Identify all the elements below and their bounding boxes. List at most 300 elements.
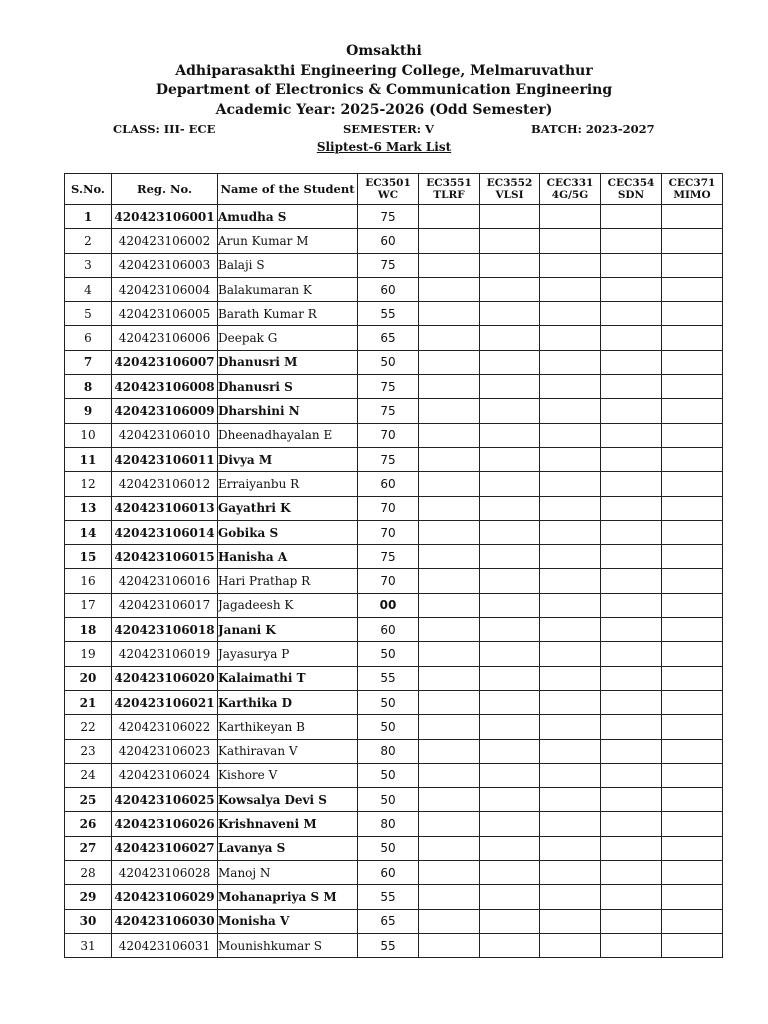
mark-sdn-cell	[601, 326, 662, 350]
student-name-cell: Dhanusri S	[218, 375, 358, 399]
student-name-cell: Gayathri K	[218, 496, 358, 520]
student-name-cell: Hari Prathap R	[218, 569, 358, 593]
table-row	[65, 229, 723, 253]
student-name-cell: Arun Kumar M	[218, 229, 358, 253]
sno-cell: 24	[65, 763, 112, 787]
mark-sdn-cell	[601, 909, 662, 933]
table-row	[65, 399, 723, 423]
student-name-cell: Lavanya S	[218, 836, 358, 860]
mark-tlrf-cell	[419, 715, 480, 739]
mark-vlsi-cell	[480, 520, 540, 544]
mark-wc-cell: 70	[358, 423, 419, 447]
mark-mimo-cell	[662, 666, 723, 690]
mark-tlrf-cell	[419, 836, 480, 860]
table-row	[65, 277, 723, 301]
sno-cell: 21	[65, 690, 112, 714]
mark-vlsi-cell	[480, 642, 540, 666]
reg-no-cell: 420423106018	[112, 618, 218, 642]
student-name-cell: Manoj N	[218, 861, 358, 885]
reg-no-cell: 420423106031	[112, 933, 218, 957]
mark-wc-cell: 50	[358, 690, 419, 714]
mark-mimo-cell	[662, 472, 723, 496]
sno-cell: 20	[65, 666, 112, 690]
mark-4g5g-cell	[540, 229, 601, 253]
mark-tlrf-cell	[419, 375, 480, 399]
mark-mimo-cell	[662, 861, 723, 885]
mark-list-title: Sliptest-6 Mark List	[316, 140, 452, 154]
mark-wc-cell: 50	[358, 715, 419, 739]
academic-year: Academic Year: 2025-2026 (Odd Semester)	[215, 101, 553, 118]
mark-vlsi-cell	[480, 350, 540, 374]
mark-4g5g-cell	[540, 666, 601, 690]
mark-vlsi-cell	[480, 447, 540, 471]
mark-wc-cell: 70	[358, 496, 419, 520]
mark-vlsi-cell	[480, 472, 540, 496]
sno-cell: 12	[65, 472, 112, 496]
mark-vlsi-cell	[480, 545, 540, 569]
mark-mimo-cell	[662, 933, 723, 957]
mark-4g5g-cell	[540, 302, 601, 326]
mark-4g5g-cell	[540, 326, 601, 350]
mark-wc-cell: 80	[358, 812, 419, 836]
student-name-cell: Barath Kumar R	[218, 302, 358, 326]
sno-cell: 1	[65, 205, 112, 229]
mark-sdn-cell	[601, 593, 662, 617]
mark-wc-cell: 00	[358, 593, 419, 617]
mark-sdn-cell	[601, 520, 662, 544]
mark-vlsi-cell	[480, 836, 540, 860]
student-name-cell: Karthika D	[218, 690, 358, 714]
mark-4g5g-cell	[540, 812, 601, 836]
table-row	[65, 423, 723, 447]
sno-cell: 6	[65, 326, 112, 350]
subject-header-mimo: CEC371 MIMO	[662, 174, 723, 205]
mark-4g5g-cell	[540, 253, 601, 277]
mark-sdn-cell	[601, 375, 662, 399]
mark-4g5g-cell	[540, 788, 601, 812]
mark-tlrf-cell	[419, 423, 480, 447]
mark-list-table	[64, 173, 723, 958]
student-name-cell: Janani K	[218, 618, 358, 642]
student-name-cell: Balaji S	[218, 253, 358, 277]
reg-no-cell: 420423106030	[112, 909, 218, 933]
mark-vlsi-cell	[480, 253, 540, 277]
reg-no-cell: 420423106010	[112, 423, 218, 447]
mark-wc-cell: 75	[358, 447, 419, 471]
mark-sdn-cell	[601, 836, 662, 860]
mark-wc-cell: 65	[358, 326, 419, 350]
table-row	[65, 666, 723, 690]
mark-4g5g-cell	[540, 642, 601, 666]
mark-sdn-cell	[601, 229, 662, 253]
student-name-cell: Hanisha A	[218, 545, 358, 569]
mark-sdn-cell	[601, 423, 662, 447]
header-line-omsakthi: Omsakthi	[346, 43, 422, 59]
table-header-row	[65, 174, 723, 205]
mark-sdn-cell	[601, 666, 662, 690]
student-name-cell: Gobika S	[218, 520, 358, 544]
mark-4g5g-cell	[540, 861, 601, 885]
mark-tlrf-cell	[419, 520, 480, 544]
sno-cell: 19	[65, 642, 112, 666]
mark-tlrf-cell	[419, 788, 480, 812]
mark-tlrf-cell	[419, 302, 480, 326]
reg-no-cell: 420423106021	[112, 690, 218, 714]
sno-cell: 27	[65, 836, 112, 860]
mark-wc-cell: 60	[358, 861, 419, 885]
mark-4g5g-cell	[540, 350, 601, 374]
mark-4g5g-cell	[540, 909, 601, 933]
mark-tlrf-cell	[419, 861, 480, 885]
student-name-cell: Jayasurya P	[218, 642, 358, 666]
mark-mimo-cell	[662, 836, 723, 860]
student-name-cell: Karthikeyan B	[218, 715, 358, 739]
mark-4g5g-cell	[540, 836, 601, 860]
sno-cell: 11	[65, 447, 112, 471]
mark-4g5g-cell	[540, 618, 601, 642]
mark-sdn-cell	[601, 715, 662, 739]
mark-wc-cell: 50	[358, 350, 419, 374]
reg-no-header: Reg. No.	[112, 174, 218, 205]
student-name-cell: Kishore V	[218, 763, 358, 787]
mark-4g5g-cell	[540, 690, 601, 714]
mark-vlsi-cell	[480, 423, 540, 447]
subject-header-vlsi: EC3552 VLSI	[480, 174, 540, 205]
mark-wc-cell: 75	[358, 545, 419, 569]
reg-no-cell: 420423106029	[112, 885, 218, 909]
mark-4g5g-cell	[540, 447, 601, 471]
student-name-cell: Dhanusri M	[218, 350, 358, 374]
mark-sdn-cell	[601, 496, 662, 520]
reg-no-cell: 420423106028	[112, 861, 218, 885]
mark-mimo-cell	[662, 788, 723, 812]
mark-vlsi-cell	[480, 812, 540, 836]
mark-tlrf-cell	[419, 545, 480, 569]
student-name-cell: Mounishkumar S	[218, 933, 358, 957]
reg-no-cell: 420423106024	[112, 763, 218, 787]
mark-4g5g-cell	[540, 375, 601, 399]
sno-cell: 18	[65, 618, 112, 642]
reg-no-cell: 420423106009	[112, 399, 218, 423]
sno-cell: 22	[65, 715, 112, 739]
mark-vlsi-cell	[480, 861, 540, 885]
mark-vlsi-cell	[480, 593, 540, 617]
mark-4g5g-cell	[540, 205, 601, 229]
mark-mimo-cell	[662, 496, 723, 520]
mark-tlrf-cell	[419, 326, 480, 350]
mark-sdn-cell	[601, 642, 662, 666]
mark-4g5g-cell	[540, 739, 601, 763]
table-row	[65, 593, 723, 617]
mark-wc-cell: 75	[358, 253, 419, 277]
mark-wc-cell: 50	[358, 836, 419, 860]
mark-mimo-cell	[662, 326, 723, 350]
mark-mimo-cell	[662, 909, 723, 933]
mark-4g5g-cell	[540, 763, 601, 787]
sno-cell: 10	[65, 423, 112, 447]
mark-mimo-cell	[662, 593, 723, 617]
mark-mimo-cell	[662, 715, 723, 739]
reg-no-cell: 420423106022	[112, 715, 218, 739]
mark-wc-cell: 75	[358, 375, 419, 399]
mark-mimo-cell	[662, 447, 723, 471]
mark-wc-cell: 60	[358, 618, 419, 642]
mark-tlrf-cell	[419, 399, 480, 423]
reg-no-cell: 420423106017	[112, 593, 218, 617]
student-name-cell: Dheenadhayalan E	[218, 423, 358, 447]
reg-no-cell: 420423106008	[112, 375, 218, 399]
mark-mimo-cell	[662, 618, 723, 642]
mark-wc-cell: 55	[358, 933, 419, 957]
table-row	[65, 253, 723, 277]
mark-vlsi-cell	[480, 205, 540, 229]
mark-vlsi-cell	[480, 277, 540, 301]
subject-header-wc: EC3501 WC	[358, 174, 419, 205]
mark-sdn-cell	[601, 472, 662, 496]
reg-no-cell: 420423106023	[112, 739, 218, 763]
mark-tlrf-cell	[419, 350, 480, 374]
mark-4g5g-cell	[540, 496, 601, 520]
class-label: CLASS: III- ECE	[113, 122, 216, 136]
mark-tlrf-cell	[419, 229, 480, 253]
reg-no-cell: 420423106001	[112, 205, 218, 229]
mark-tlrf-cell	[419, 690, 480, 714]
mark-mimo-cell	[662, 205, 723, 229]
mark-sdn-cell	[601, 302, 662, 326]
subject-header-4g5g: CEC331 4G/5G	[540, 174, 601, 205]
table-row	[65, 496, 723, 520]
table-row	[65, 472, 723, 496]
mark-wc-cell: 75	[358, 399, 419, 423]
table-row	[65, 205, 723, 229]
semester-label: SEMESTER: V	[343, 122, 434, 136]
mark-sdn-cell	[601, 205, 662, 229]
mark-mimo-cell	[662, 812, 723, 836]
student-name-cell: Jagadeesh K	[218, 593, 358, 617]
mark-wc-cell: 50	[358, 642, 419, 666]
mark-sdn-cell	[601, 277, 662, 301]
sno-cell: 31	[65, 933, 112, 957]
mark-sdn-cell	[601, 812, 662, 836]
table-row	[65, 326, 723, 350]
batch-label: BATCH: 2023-2027	[531, 122, 655, 136]
table-row	[65, 618, 723, 642]
mark-vlsi-cell	[480, 788, 540, 812]
mark-wc-cell: 50	[358, 763, 419, 787]
mark-vlsi-cell	[480, 715, 540, 739]
table-row	[65, 909, 723, 933]
mark-sdn-cell	[601, 739, 662, 763]
sno-cell: 23	[65, 739, 112, 763]
mark-wc-cell: 65	[358, 909, 419, 933]
mark-vlsi-cell	[480, 569, 540, 593]
student-name-cell: Kowsalya Devi S	[218, 788, 358, 812]
mark-sdn-cell	[601, 885, 662, 909]
reg-no-cell: 420423106006	[112, 326, 218, 350]
student-name-cell: Krishnaveni M	[218, 812, 358, 836]
sno-cell: 25	[65, 788, 112, 812]
mark-4g5g-cell	[540, 715, 601, 739]
table-row	[65, 715, 723, 739]
mark-4g5g-cell	[540, 423, 601, 447]
sno-cell: 4	[65, 277, 112, 301]
mark-sdn-cell	[601, 569, 662, 593]
table-row	[65, 933, 723, 957]
mark-sdn-cell	[601, 618, 662, 642]
mark-tlrf-cell	[419, 812, 480, 836]
mark-tlrf-cell	[419, 885, 480, 909]
mark-sdn-cell	[601, 350, 662, 374]
sno-cell: 14	[65, 520, 112, 544]
sno-cell: 5	[65, 302, 112, 326]
mark-tlrf-cell	[419, 666, 480, 690]
mark-4g5g-cell	[540, 933, 601, 957]
student-name-cell: Mohanapriya S M	[218, 885, 358, 909]
mark-mimo-cell	[662, 569, 723, 593]
mark-vlsi-cell	[480, 690, 540, 714]
mark-vlsi-cell	[480, 399, 540, 423]
mark-mimo-cell	[662, 739, 723, 763]
mark-wc-cell: 60	[358, 472, 419, 496]
reg-no-cell: 420423106019	[112, 642, 218, 666]
mark-mimo-cell	[662, 302, 723, 326]
mark-tlrf-cell	[419, 205, 480, 229]
reg-no-cell: 420423106020	[112, 666, 218, 690]
mark-tlrf-cell	[419, 593, 480, 617]
reg-no-cell: 420423106016	[112, 569, 218, 593]
mark-sdn-cell	[601, 763, 662, 787]
mark-wc-cell: 50	[358, 788, 419, 812]
table-row	[65, 642, 723, 666]
sno-cell: 2	[65, 229, 112, 253]
student-name-cell: Balakumaran K	[218, 277, 358, 301]
mark-tlrf-cell	[419, 739, 480, 763]
mark-sdn-cell	[601, 933, 662, 957]
mark-tlrf-cell	[419, 933, 480, 957]
mark-wc-cell: 55	[358, 885, 419, 909]
reg-no-cell: 420423106003	[112, 253, 218, 277]
reg-no-cell: 420423106027	[112, 836, 218, 860]
mark-4g5g-cell	[540, 277, 601, 301]
mark-tlrf-cell	[419, 618, 480, 642]
sno-cell: 30	[65, 909, 112, 933]
mark-wc-cell: 70	[358, 569, 419, 593]
sno-cell: 8	[65, 375, 112, 399]
mark-vlsi-cell	[480, 739, 540, 763]
table-row	[65, 545, 723, 569]
mark-sdn-cell	[601, 861, 662, 885]
department-name: Department of Electronics & Communication Engineering	[155, 82, 613, 98]
mark-vlsi-cell	[480, 885, 540, 909]
student-name-cell: Divya M	[218, 447, 358, 471]
document-header	[0, 42, 768, 120]
mark-mimo-cell	[662, 885, 723, 909]
sno-cell: 15	[65, 545, 112, 569]
mark-4g5g-cell	[540, 593, 601, 617]
sno-cell: 7	[65, 350, 112, 374]
reg-no-cell: 420423106015	[112, 545, 218, 569]
sno-cell: 17	[65, 593, 112, 617]
mark-mimo-cell	[662, 520, 723, 544]
mark-mimo-cell	[662, 253, 723, 277]
mark-vlsi-cell	[480, 302, 540, 326]
mark-tlrf-cell	[419, 642, 480, 666]
mark-4g5g-cell	[540, 885, 601, 909]
mark-wc-cell: 60	[358, 277, 419, 301]
table-row	[65, 739, 723, 763]
table-row	[65, 350, 723, 374]
mark-vlsi-cell	[480, 229, 540, 253]
table-row	[65, 690, 723, 714]
mark-vlsi-cell	[480, 933, 540, 957]
mark-4g5g-cell	[540, 569, 601, 593]
table-row	[65, 885, 723, 909]
mark-mimo-cell	[662, 642, 723, 666]
sno-cell: 29	[65, 885, 112, 909]
sno-cell: 26	[65, 812, 112, 836]
table-row	[65, 447, 723, 471]
mark-4g5g-cell	[540, 399, 601, 423]
sno-cell: 3	[65, 253, 112, 277]
mark-sdn-cell	[601, 788, 662, 812]
table-row	[65, 520, 723, 544]
mark-mimo-cell	[662, 350, 723, 374]
college-name: Adhiparasakthi Engineering College, Melmaruvathur	[175, 62, 593, 79]
mark-tlrf-cell	[419, 447, 480, 471]
mark-mimo-cell	[662, 277, 723, 301]
mark-mimo-cell	[662, 423, 723, 447]
mark-sdn-cell	[601, 545, 662, 569]
reg-no-cell: 420423106013	[112, 496, 218, 520]
mark-tlrf-cell	[419, 496, 480, 520]
mark-4g5g-cell	[540, 472, 601, 496]
student-name-cell: Deepak G	[218, 326, 358, 350]
mark-mimo-cell	[662, 545, 723, 569]
reg-no-cell: 420423106011	[112, 447, 218, 471]
mark-sdn-cell	[601, 690, 662, 714]
sno-cell: 16	[65, 569, 112, 593]
table-row	[65, 788, 723, 812]
reg-no-cell: 420423106007	[112, 350, 218, 374]
reg-no-cell: 420423106004	[112, 277, 218, 301]
mark-tlrf-cell	[419, 569, 480, 593]
mark-vlsi-cell	[480, 763, 540, 787]
reg-no-cell: 420423106026	[112, 812, 218, 836]
mark-tlrf-cell	[419, 277, 480, 301]
reg-no-cell: 420423106012	[112, 472, 218, 496]
subject-header-tlrf: EC3551 TLRF	[419, 174, 480, 205]
mark-sdn-cell	[601, 253, 662, 277]
sno-cell: 9	[65, 399, 112, 423]
mark-vlsi-cell	[480, 618, 540, 642]
mark-wc-cell: 60	[358, 229, 419, 253]
mark-tlrf-cell	[419, 472, 480, 496]
student-name-cell: Amudha S	[218, 205, 358, 229]
student-rows	[65, 205, 723, 958]
table-row	[65, 763, 723, 787]
mark-tlrf-cell	[419, 909, 480, 933]
student-name-cell: Erraiyanbu R	[218, 472, 358, 496]
sno-cell: 28	[65, 861, 112, 885]
mark-wc-cell: 75	[358, 205, 419, 229]
student-name-cell: Kalaimathi T	[218, 666, 358, 690]
mark-tlrf-cell	[419, 253, 480, 277]
table-row	[65, 302, 723, 326]
student-name-cell: Dharshini N	[218, 399, 358, 423]
reg-no-cell: 420423106005	[112, 302, 218, 326]
mark-vlsi-cell	[480, 496, 540, 520]
mark-sdn-cell	[601, 399, 662, 423]
